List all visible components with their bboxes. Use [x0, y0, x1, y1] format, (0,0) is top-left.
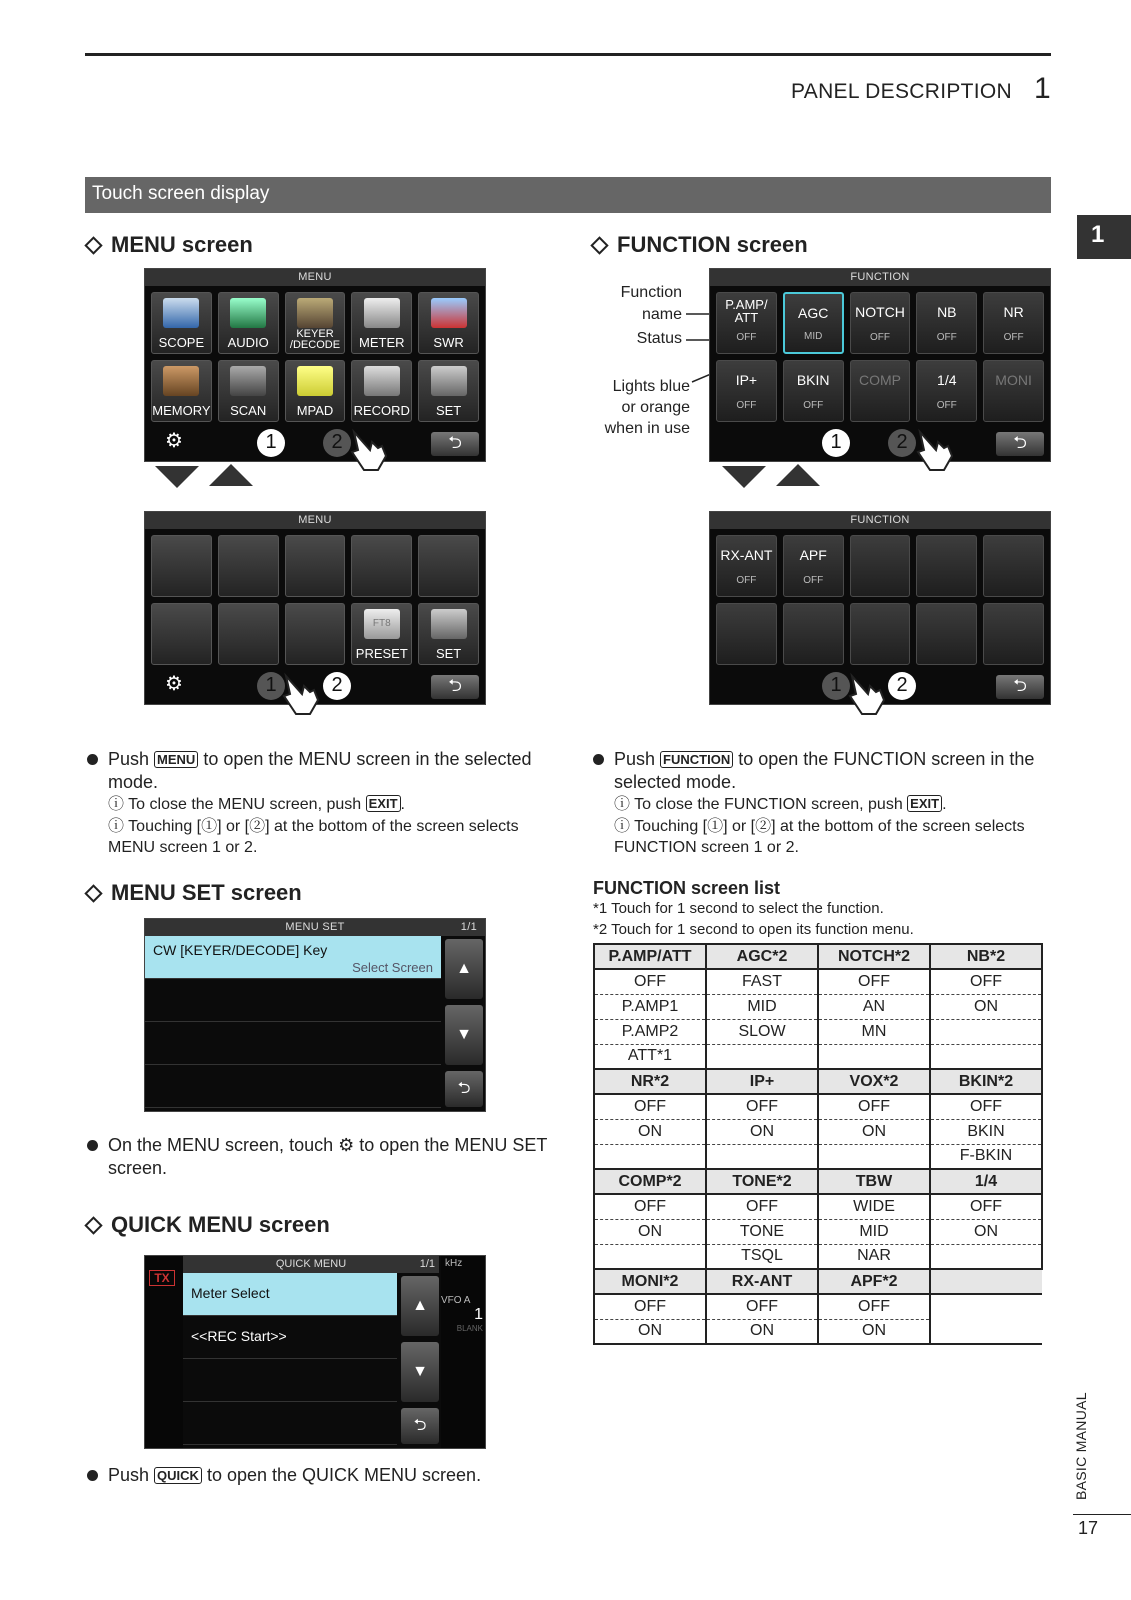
function-table — [593, 943, 1043, 1345]
empty-tile — [151, 603, 212, 665]
function-notch-button[interactable]: NOTCH OFF — [850, 292, 911, 354]
table-row — [594, 1294, 1042, 1319]
table-cell: ON — [594, 1219, 706, 1244]
menu-screen-page1 — [144, 268, 486, 462]
back-button[interactable]: ⮌ — [431, 675, 479, 699]
table-cell: OFF — [706, 1294, 818, 1319]
table-cell: OFF — [706, 1194, 818, 1219]
empty-tile — [983, 603, 1044, 665]
table-cell: OFF — [930, 969, 1042, 994]
empty-tile — [151, 535, 212, 597]
table-row — [594, 994, 1042, 1019]
table-row — [594, 1244, 1042, 1269]
menu-set-bullet: On the MENU screen, touch ⚙ to open the MENU SET screen. — [87, 1134, 557, 1180]
function-list-table — [593, 943, 1043, 1345]
menu-mpad-button[interactable]: MPAD — [285, 360, 346, 422]
table-cell — [818, 1044, 930, 1069]
screen-bottom-bar — [710, 425, 1050, 461]
screen-title: QUICK MENU 1/1 — [183, 1256, 439, 1273]
table-cell: ON — [818, 1119, 930, 1144]
table-cell: OFF — [594, 969, 706, 994]
table-cell: OFF — [818, 1294, 930, 1319]
menu-record-button[interactable]: RECORD — [351, 360, 412, 422]
table-header-cell: TONE*2 — [706, 1169, 818, 1194]
table-header-cell: VOX*2 — [818, 1069, 930, 1094]
empty-cell — [930, 1319, 1042, 1344]
list-item[interactable]: Meter Select — [183, 1273, 397, 1316]
menu-set-list — [145, 936, 441, 1108]
menu-keyer-button[interactable]: KEYER /DECODE — [285, 292, 346, 354]
back-button[interactable]: ⮌ — [996, 432, 1044, 456]
function-grid — [710, 529, 1050, 665]
table-header-cell: IP+ — [706, 1069, 818, 1094]
table-cell: TONE — [706, 1219, 818, 1244]
arrow-down-icon — [722, 466, 766, 488]
table-header-row — [594, 1169, 1042, 1194]
function-pamp-att-button[interactable]: P.AMP/ ATT OFF — [716, 292, 777, 354]
gear-icon[interactable]: ⚙ — [165, 430, 183, 452]
table-header-cell: RX-ANT — [706, 1269, 818, 1294]
table-cell: ON — [818, 1319, 930, 1344]
screen-title: FUNCTION — [710, 269, 1050, 286]
menu-scan-button[interactable]: SCAN — [218, 360, 279, 422]
table-cell — [706, 1144, 818, 1169]
table-cell: WIDE — [818, 1194, 930, 1219]
empty-tile — [716, 603, 777, 665]
table-cell: OFF — [818, 1094, 930, 1119]
function-note-2: ⓘ Touching [①] or [②] at the bottom of the screen selects FUNCTION screen 1 or 2. — [614, 818, 1025, 856]
empty-tile — [850, 535, 911, 597]
empty-tile — [783, 603, 844, 665]
table-header-cell: TBW — [818, 1169, 930, 1194]
background-strip-right: kHz VFO A 1 BLANK — [441, 1256, 486, 1449]
function-quarter-button[interactable]: 1/4 OFF — [916, 360, 977, 422]
header-rule — [85, 53, 1051, 56]
table-cell: AN — [818, 994, 930, 1019]
table-cell: ON — [594, 1119, 706, 1144]
table-header-row — [594, 944, 1042, 969]
function-agc-button[interactable]: AGC MID — [783, 292, 844, 354]
record-icon — [364, 366, 400, 396]
menu-audio-button[interactable]: AUDIO — [218, 292, 279, 354]
page-2-button[interactable]: 2 — [888, 672, 916, 700]
gear-icon: ⚙ — [338, 1135, 355, 1155]
screen-title: MENU — [145, 269, 485, 286]
table-header-cell: AGC*2 — [706, 944, 818, 969]
menu-screen-heading: MENU screen — [87, 232, 253, 258]
table-row — [594, 1144, 1042, 1169]
page-1-button[interactable]: 1 — [257, 672, 285, 700]
tx-indicator: TX — [149, 1270, 175, 1286]
function-grid — [710, 286, 1050, 422]
function-screen-page1 — [709, 268, 1051, 462]
table-row — [594, 1219, 1042, 1244]
table-cell: OFF — [594, 1094, 706, 1119]
table-row — [594, 1044, 1042, 1069]
function-nr-button[interactable]: NR OFF — [983, 292, 1044, 354]
bullet-icon — [593, 754, 604, 765]
table-header-row — [594, 1269, 1042, 1294]
page-2-button[interactable]: 2 — [888, 429, 916, 457]
lights-label: Lights blue or orange when in use — [604, 378, 690, 437]
table-cell: MID — [818, 1219, 930, 1244]
table-cell: TSQL — [706, 1244, 818, 1269]
tools-icon — [431, 609, 467, 639]
keyer-icon — [297, 298, 333, 328]
menu-bullet: Push MENU to open the MENU screen in the selected mode. — [87, 748, 557, 794]
empty-tile — [983, 535, 1044, 597]
bullet-icon — [87, 1140, 98, 1151]
function-rx-ant-button[interactable]: RX-ANT OFF — [716, 535, 777, 597]
empty-cell — [930, 1269, 1042, 1294]
page-1-button[interactable]: 1 — [822, 672, 850, 700]
page-number: 17 — [1078, 1518, 1099, 1538]
empty-tile — [285, 535, 346, 597]
menu-note-2: ⓘ Touching [①] or [②] at the bottom of the screen selects MENU screen 1 or 2. — [108, 818, 519, 856]
function-bkin-button[interactable]: BKIN OFF — [783, 360, 844, 422]
quick-menu-list — [183, 1273, 397, 1445]
table-cell: OFF — [706, 1094, 818, 1119]
hand-pointer-icon — [280, 672, 320, 718]
list-item[interactable]: <<REC Start>> — [183, 1316, 397, 1359]
ft8-icon: FT8 — [364, 609, 400, 639]
gear-icon[interactable]: ⚙ — [165, 673, 183, 695]
table-cell — [594, 1244, 706, 1269]
table-header-cell: COMP*2 — [594, 1169, 706, 1194]
hand-pointer-icon — [348, 428, 388, 474]
table-cell: MN — [818, 1019, 930, 1044]
page-rule — [1073, 1514, 1131, 1515]
page-2-button[interactable]: 2 — [323, 672, 351, 700]
quick-menu-screen — [144, 1255, 486, 1449]
table-cell — [930, 1244, 1042, 1269]
menu-set-heading: MENU SET screen — [87, 880, 302, 906]
list-item[interactable]: CW [KEYER/DECODE] Key Select Screen — [145, 936, 441, 979]
binoculars-icon — [230, 366, 266, 396]
table-header-cell: NR*2 — [594, 1069, 706, 1094]
arrow-down-icon — [155, 466, 199, 488]
chapter-tab: 1 — [1077, 215, 1131, 259]
function-apf-button[interactable]: APF OFF — [783, 535, 844, 597]
back-button[interactable]: ⮌ — [445, 1071, 483, 1107]
notepad-icon — [297, 366, 333, 396]
tools-icon — [431, 366, 467, 396]
table-header-cell: MONI*2 — [594, 1269, 706, 1294]
empty-tile — [285, 603, 346, 665]
quick-menu-bullet: Push QUICK to open the QUICK MENU screen. — [87, 1464, 557, 1487]
table-row — [594, 1194, 1042, 1219]
table-row — [594, 1319, 1042, 1344]
table-cell: ON — [930, 1219, 1042, 1244]
table-cell: P.AMP2 — [594, 1019, 706, 1044]
table-header-cell: APF*2 — [818, 1269, 930, 1294]
table-cell: MID — [706, 994, 818, 1019]
table-cell — [706, 1044, 818, 1069]
function-list-note-1: *1 Touch for 1 second to select the function. — [593, 900, 884, 917]
table-cell — [930, 1044, 1042, 1069]
scroll-down-button[interactable]: ▼ — [445, 1005, 483, 1065]
header-title: PANEL DESCRIPTION — [791, 80, 1012, 103]
menu-swr-button[interactable]: SWR — [418, 292, 479, 354]
menu-set-button[interactable]: SET — [418, 360, 479, 422]
function-key: FUNCTION — [660, 751, 733, 768]
empty-cell — [930, 1294, 1042, 1319]
screen-bottom-bar — [145, 425, 485, 461]
list-item — [145, 1065, 441, 1108]
function-name-label: Function name — [620, 284, 682, 323]
empty-tile — [916, 535, 977, 597]
table-header-cell: BKIN*2 — [930, 1069, 1042, 1094]
menu-meter-button[interactable]: METER — [351, 292, 412, 354]
function-comp-button[interactable]: COMP — [850, 360, 911, 422]
arrow-up-icon — [209, 464, 253, 486]
table-header-cell: 1/4 — [930, 1169, 1042, 1194]
menu-memory-button[interactable]: MEMORY — [151, 360, 212, 422]
back-button[interactable]: ⮌ — [996, 675, 1044, 699]
table-cell: NAR — [818, 1244, 930, 1269]
table-cell: ATT*1 — [594, 1044, 706, 1069]
diamond-icon — [590, 236, 608, 254]
function-moni-button[interactable]: MONI — [983, 360, 1044, 422]
table-cell: BKIN — [930, 1119, 1042, 1144]
table-cell: ON — [706, 1319, 818, 1344]
audio-icon — [230, 298, 266, 328]
screen-title: FUNCTION — [710, 512, 1050, 529]
swr-icon — [431, 298, 467, 328]
list-item — [145, 1022, 441, 1065]
side-label: BASIC MANUAL — [1073, 1392, 1089, 1500]
table-row — [594, 1119, 1042, 1144]
menu-grid — [145, 286, 485, 422]
menu-note-1: ⓘ To close the MENU screen, push EXIT . — [108, 796, 405, 813]
list-item — [183, 1359, 397, 1402]
table-cell: FAST — [706, 969, 818, 994]
section-bar: Touch screen display — [85, 177, 1051, 213]
quick-key: QUICK — [154, 1467, 202, 1484]
function-note-1: ⓘ To close the FUNCTION screen, push EXIT . — [614, 796, 947, 813]
meter-icon — [364, 298, 400, 328]
page-1-button[interactable]: 1 — [822, 429, 850, 457]
empty-tile — [218, 603, 279, 665]
table-cell: OFF — [594, 1194, 706, 1219]
page-2-button[interactable]: 2 — [323, 429, 351, 457]
table-header-cell: NB*2 — [930, 944, 1042, 969]
empty-tile — [218, 535, 279, 597]
table-cell — [930, 1019, 1042, 1044]
empty-tile — [916, 603, 977, 665]
table-cell: OFF — [930, 1094, 1042, 1119]
table-cell: OFF — [594, 1294, 706, 1319]
function-list-note-2: *2 Touch for 1 second to open its function menu. — [593, 921, 914, 938]
table-cell: P.AMP1 — [594, 994, 706, 1019]
function-bullet: Push FUNCTION to open the FUNCTION screen in the selected mode. — [593, 748, 1053, 794]
menu-set-screen — [144, 918, 486, 1112]
table-cell: OFF — [930, 1194, 1042, 1219]
diamond-icon — [84, 236, 102, 254]
empty-tile — [850, 603, 911, 665]
table-cell: F-BKIN — [930, 1144, 1042, 1169]
menu-key: MENU — [154, 751, 198, 768]
back-button[interactable]: ⮌ — [401, 1408, 439, 1444]
bullet-icon — [87, 1470, 98, 1481]
table-cell — [818, 1144, 930, 1169]
scroll-down-button[interactable]: ▼ — [401, 1342, 439, 1402]
bullet-icon — [87, 754, 98, 765]
background-strip — [145, 1256, 183, 1449]
page-1-button[interactable]: 1 — [257, 429, 285, 457]
hand-pointer-icon — [914, 428, 954, 474]
status-label: Status — [636, 330, 682, 347]
list-item — [183, 1402, 397, 1445]
memory-icon — [163, 366, 199, 396]
diamond-icon — [84, 884, 102, 902]
function-nb-button[interactable]: NB OFF — [916, 292, 977, 354]
table-header-row — [594, 1069, 1042, 1094]
table-header-cell: NOTCH*2 — [818, 944, 930, 969]
table-cell — [594, 1144, 706, 1169]
arrow-up-icon — [776, 464, 820, 486]
table-row — [594, 1094, 1042, 1119]
screen-title: MENU — [145, 512, 485, 529]
menu-grid — [145, 529, 485, 665]
page-header — [791, 72, 1051, 106]
function-list-title: FUNCTION screen list — [593, 878, 781, 898]
function-ip-button[interactable]: IP+ OFF — [716, 360, 777, 422]
list-item — [145, 979, 441, 1022]
table-cell: ON — [594, 1319, 706, 1344]
menu-scope-button[interactable]: SCOPE — [151, 292, 212, 354]
table-cell: SLOW — [706, 1019, 818, 1044]
table-cell: ON — [706, 1119, 818, 1144]
quick-menu-heading: QUICK MENU screen — [87, 1212, 330, 1238]
scope-icon — [163, 298, 199, 328]
scroll-up-button[interactable]: ▲ — [401, 1276, 439, 1336]
table-cell: OFF — [818, 969, 930, 994]
scroll-up-button[interactable]: ▲ — [445, 939, 483, 999]
chapter-number: 1 — [1034, 72, 1051, 105]
empty-tile — [418, 535, 479, 597]
screen-title: MENU SET 1/1 — [145, 919, 485, 936]
table-header-cell: P.AMP/ATT — [594, 944, 706, 969]
hand-pointer-icon — [846, 672, 886, 718]
menu-preset-button[interactable]: FT8 PRESET — [351, 603, 412, 665]
table-row — [594, 1019, 1042, 1044]
function-screen-heading: FUNCTION screen — [593, 232, 808, 258]
table-row — [594, 969, 1042, 994]
diamond-icon — [84, 1216, 102, 1234]
back-button[interactable]: ⮌ — [431, 432, 479, 456]
table-cell: ON — [930, 994, 1042, 1019]
menu-set-button[interactable]: SET — [418, 603, 479, 665]
empty-tile — [351, 535, 412, 597]
